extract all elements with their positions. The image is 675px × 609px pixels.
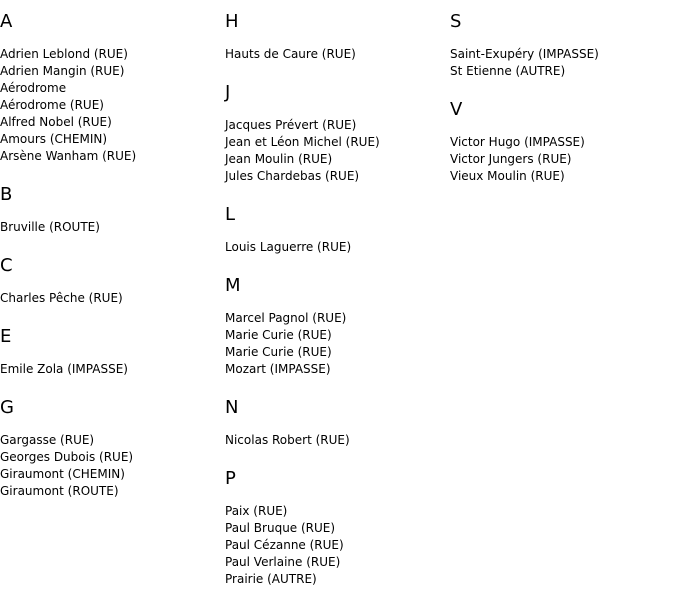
letter-heading: S: [450, 11, 462, 32]
street-link[interactable]: Adrien Leblond (RUE): [0, 47, 128, 61]
street-link[interactable]: Aérodrome (RUE): [0, 98, 104, 112]
street-link[interactable]: Jean Moulin (RUE): [225, 152, 333, 166]
street-item: [450, 134, 675, 151]
street-item: [225, 239, 450, 256]
street-list: [450, 134, 675, 185]
letter-group-n: [225, 396, 450, 449]
street-item: [0, 466, 225, 483]
letter-group-j: [225, 81, 450, 185]
street-item: [225, 571, 450, 588]
street-list: [225, 46, 450, 63]
street-item: [225, 537, 450, 554]
street-item: [0, 46, 225, 63]
street-link[interactable]: Paul Bruque (RUE): [225, 521, 336, 535]
street-link[interactable]: Prairie (AUTRE): [225, 572, 317, 586]
street-list: [0, 361, 225, 378]
street-list: [225, 432, 450, 449]
street-link[interactable]: Marcel Pagnol (RUE): [225, 311, 347, 325]
street-item: [0, 80, 225, 97]
street-item: [225, 361, 450, 378]
letter-heading: N: [225, 397, 239, 418]
street-item: [225, 554, 450, 571]
street-item: [0, 219, 225, 236]
street-list: [0, 290, 225, 307]
letter-heading: P: [225, 468, 236, 489]
street-link[interactable]: Bruville (ROUTE): [0, 220, 100, 234]
street-item: [225, 134, 450, 151]
street-link[interactable]: Gargasse (RUE): [0, 433, 95, 447]
street-item: [225, 168, 450, 185]
street-link[interactable]: Georges Dubois (RUE): [0, 450, 134, 464]
street-item: [0, 148, 225, 165]
street-link[interactable]: Adrien Mangin (RUE): [0, 64, 125, 78]
letter-heading: M: [225, 275, 241, 296]
street-link[interactable]: Giraumont (ROUTE): [0, 484, 119, 498]
street-link[interactable]: Saint-Exupéry (IMPASSE): [450, 47, 599, 61]
street-item: [450, 46, 675, 63]
street-list: [0, 432, 225, 500]
column-2: [225, 10, 450, 606]
letter-group-e: [0, 325, 225, 378]
street-item: [225, 151, 450, 168]
street-link[interactable]: Giraumont (CHEMIN): [0, 467, 125, 481]
street-list: [450, 46, 675, 80]
letter-heading: V: [450, 99, 463, 120]
column-1: [0, 10, 225, 518]
street-list: [0, 219, 225, 236]
letter-group-m: [225, 274, 450, 378]
letter-group-s: [450, 10, 675, 80]
street-list: [225, 117, 450, 185]
street-item: [0, 97, 225, 114]
street-item: [0, 361, 225, 378]
street-link[interactable]: Aérodrome: [0, 81, 67, 95]
street-item: [225, 503, 450, 520]
street-link[interactable]: Jacques Prévert (RUE): [225, 118, 357, 132]
street-item: [450, 151, 675, 168]
street-link[interactable]: Paix (RUE): [225, 504, 288, 518]
street-item: [225, 117, 450, 134]
street-list: [225, 239, 450, 256]
street-item: [225, 46, 450, 63]
street-item: [225, 327, 450, 344]
street-link[interactable]: Marie Curie (RUE): [225, 345, 332, 359]
street-list: [225, 503, 450, 588]
street-item: [225, 432, 450, 449]
street-item: [0, 449, 225, 466]
street-link[interactable]: Jean et Léon Michel (RUE): [225, 135, 380, 149]
letter-heading: B: [0, 184, 13, 205]
street-item: [225, 344, 450, 361]
letter-group-a: [0, 10, 225, 165]
letter-group-v: [450, 98, 675, 185]
column-3: [450, 10, 675, 203]
street-item: [0, 131, 225, 148]
letter-group-g: [0, 396, 225, 500]
letter-heading: L: [225, 204, 236, 225]
street-item: [450, 168, 675, 185]
street-link[interactable]: St Etienne (AUTRE): [450, 64, 566, 78]
letter-group-l: [225, 203, 450, 256]
street-link[interactable]: Jules Chardebas (RUE): [225, 169, 360, 183]
street-link[interactable]: Charles Pêche (RUE): [0, 291, 123, 305]
street-link[interactable]: Victor Hugo (IMPASSE): [450, 135, 585, 149]
street-link[interactable]: Paul Verlaine (RUE): [225, 555, 341, 569]
street-link[interactable]: Hauts de Caure (RUE): [225, 47, 356, 61]
street-item: [0, 483, 225, 500]
street-link[interactable]: Victor Jungers (RUE): [450, 152, 572, 166]
letter-group-h: [225, 10, 450, 63]
letter-group-p: [225, 467, 450, 588]
street-list: [0, 46, 225, 165]
street-item: [0, 114, 225, 131]
letter-heading: C: [0, 255, 13, 276]
street-link[interactable]: Vieux Moulin (RUE): [450, 169, 565, 183]
letter-heading: A: [0, 11, 13, 32]
street-item: [225, 520, 450, 537]
street-item: [225, 310, 450, 327]
street-link[interactable]: Mozart (IMPASSE): [225, 362, 331, 376]
street-link[interactable]: Amours (CHEMIN): [0, 132, 108, 146]
letter-heading: E: [0, 326, 12, 347]
street-item: [0, 63, 225, 80]
street-link[interactable]: Emile Zola (IMPASSE): [0, 362, 128, 376]
street-item: [0, 290, 225, 307]
letter-group-c: [0, 254, 225, 307]
street-link[interactable]: Alfred Nobel (RUE): [0, 115, 112, 129]
letter-heading: J: [225, 82, 231, 103]
letter-heading: G: [0, 397, 14, 418]
street-link[interactable]: Marie Curie (RUE): [225, 328, 332, 342]
street-item: [0, 432, 225, 449]
letter-group-b: [0, 183, 225, 236]
letter-heading: H: [225, 11, 239, 32]
street-list: [225, 310, 450, 378]
street-link[interactable]: Paul Cézanne (RUE): [225, 538, 344, 552]
street-item: [450, 63, 675, 80]
street-link[interactable]: Arsène Wanham (RUE): [0, 149, 137, 163]
street-link[interactable]: Louis Laguerre (RUE): [225, 240, 352, 254]
street-link[interactable]: Nicolas Robert (RUE): [225, 433, 350, 447]
